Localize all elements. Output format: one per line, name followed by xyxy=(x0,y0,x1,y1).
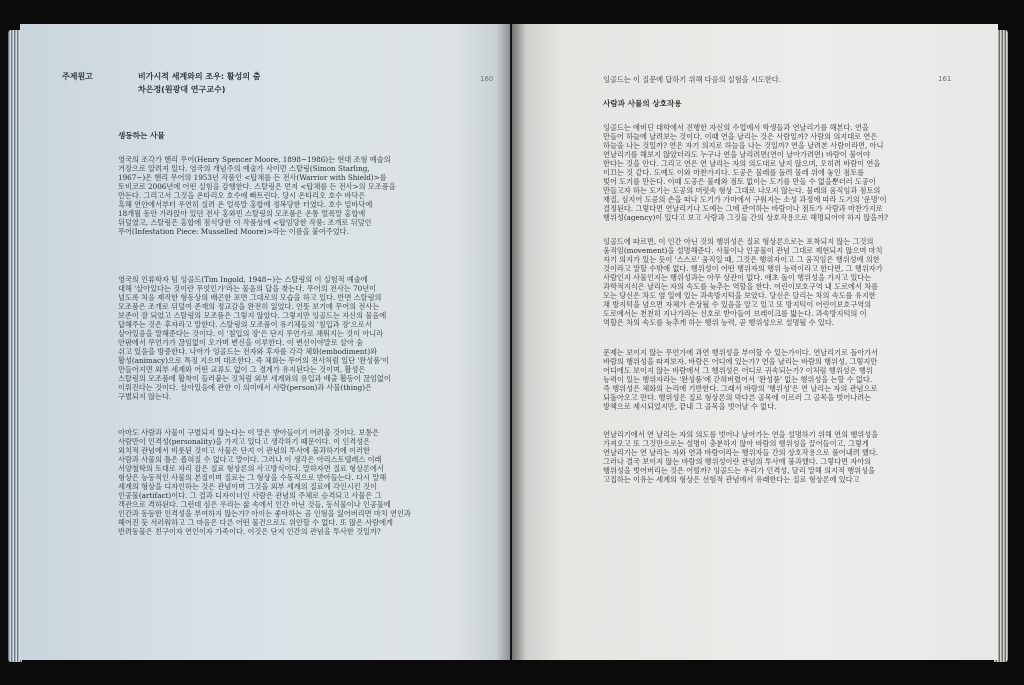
text-line: 무어(Infestation Piece: Musselled Moore)>라는 이름을 붙여주었다. xyxy=(118,227,349,236)
text-line: 행위성을 벗어버리는 것은 어떨까? 잉골드는 우리가 인격성, 달리 말해 의지적 행위성을 xyxy=(603,466,875,475)
text-line: 스탈링의 모조품에 활착이 들러붙는 것처럼 외부 세계와의 유입과 배출 활동이 끊임없이 xyxy=(118,374,391,383)
article-author: 차은정(원광대 연구교수) xyxy=(138,85,226,94)
text-line: 연날리기를 해보지 않았더라도 누구나 연을 날리려면(연이 날아가려면) 바람이 불어야 xyxy=(603,150,870,159)
text-line: 아마도 사람과 사물이 구별되지 않는다는 이 말은 받아들이기 어려울 것이다. 보통은 xyxy=(118,428,380,437)
text-line: 영국의 조각가 헨리 무어(Henry Spencer Moore, 1898~1986)는 현대 조형 예술의 xyxy=(118,155,391,164)
text-line: 바람의 행위성을 따져보자. 바람은 어디에 있는가? 연을 날리는 바람의 행위성, 그렇지만 xyxy=(603,357,878,366)
text-line: 인간과 동등한 인격성을 부여하지 않는가? 아이는 좋아하는 곰 인형을 잃어버리면 마치 연인과 xyxy=(118,509,411,518)
text-line: 결정된다. 그렇다면 연날리기나 도예는 그에 관여하는 바람이나 점토가 사람과 마찬가지로 xyxy=(603,204,883,213)
article-header xyxy=(138,70,438,96)
text-line: 영국의 인류학자 팀 잉골드(Tim Ingold, 1948~)는 스탈링의 이 실험적 예술에 xyxy=(118,275,368,284)
text-line: 한다는 것을 안다. 그리고 연은 연 날리는 자의 의도대로 날지 않으며, 오히려 바람이 연을 xyxy=(603,159,881,168)
text-line: 역할은 차의 속도를 늦추게 하는 행위 능력, 곧 행위성으로 설명될 수 있다. xyxy=(603,318,835,327)
text-line: 고집하는 이유는 세계의 형상은 선험적 관념에서 유래한다는 질료 형상론에 있다고 xyxy=(603,475,860,484)
text-line: 연날리기에서 연 날리는 자의 의도를 벗어나 날아가는 연을 설명하기 위해 연의 행위성을 xyxy=(603,430,879,439)
text-line: 능력이 있는 행위자라는 '완성품'에 갇혀버렸어서 '완성품' 없는 행위성을 논할 수 없다. xyxy=(603,375,873,384)
text-line: 즉 행위성은 체화의 논리에 기반한다. 그래서 바람의 '행위성'은 연 날리는 자의 관념으로 xyxy=(603,384,878,393)
text-line: 사람인지 사물인지는 행위성과는 아무 상관이 없다. 애초 돌이 행위성을 가지고 있다는 xyxy=(603,273,872,282)
text-line: 거장으로 알려져 있다. 영국의 개념주의 예술가 사이먼 스탈링(Simon Starling, xyxy=(118,164,370,173)
text-line: 재질, 심지어 도공의 손을 떠나 도기가 가마에서 구워지는 소성 과정에 따라 도기의 '운명'이 xyxy=(603,195,887,204)
text-line: 방책으로 제시되었지만, 끝내 그 골목을 벗어날 수 없다. xyxy=(603,402,777,411)
text-line: 잉골드에 따르면, 이 인간 아닌 것의 행위성은 질료 형상론으로는 포착되지 않는 그것의 xyxy=(603,237,874,246)
text-line: 문제는 보이지 않는 무언가에 과연 행위성을 부여할 수 있는가이다. 연날리기로 돌아가서 xyxy=(603,348,879,357)
section-label: 주제원고 xyxy=(62,72,93,81)
text-line: 과학적지식은 날리는 자의 속도를 늦추는 역할을 한다. 어린이보호구역 내 도로에서 차를 xyxy=(603,282,879,291)
text-line: 되돌아오고 만다. 행위성은 질료 형상론의 막다른 골목에 이르러 그 골목을 벗어나려는 xyxy=(603,393,872,402)
text-line: 1967~)은 헨리 무어의 1953년 작품인 <탑채를 든 전사(Warrior with Shield)>를 xyxy=(118,173,387,182)
text-line: 사람만이 인격성(personality)을 가지고 있다고 생각하기 때문이다. 이 인격성은 xyxy=(118,437,371,446)
text-line: 것이라고 말할 수밖에 없다. 행위성이 어떤 행위자의 행위 능력이라고 한다면, 그 행위자가 xyxy=(603,264,883,273)
text-line: 18개월 동안 가라앉아 있던 전사 홍와빈 스탈링의 모조품은 온통 얼룩말 홍합에 xyxy=(118,209,366,218)
text-line: 이뤄진다는 것이다. 살아있음에 관한 이 의미에서 사람(person)과 사물(thing)은 xyxy=(118,383,372,392)
text-line: 객관으로 격하된다. 그런데 심은 우리는 삶 속에서 인간 아닌 것들, 동식물이나 인공물에 xyxy=(118,500,391,509)
text-line: 보존이 잘 되었고 스탈링의 모조품은 그렇지 않았다. 그렇지만 잉골드는 자신의 물음에 xyxy=(118,311,387,320)
text-line: 안팎에서 무언가가 끊임없이 오가며 변신을 이루한다. 이 변신이야말로 살아 숨 xyxy=(118,338,364,347)
text-line: 하늘을 나는 것일까? 연은 자기 의지로 하늘을 나는 것일까? 연을 날려본 사람이라면, 아니 xyxy=(603,141,884,150)
section-heading: 사람과 사물의 상호작용 xyxy=(603,99,682,108)
text-line: 서양철학의 토대로 자리 잡은 질료 형상론의 사고방식이다. 말하자면 질료 형상론에서 xyxy=(118,464,384,473)
text-line: 도로에서는 천천히 지나가라는 신호로 받아들여 브레이크를 밟는다. 과속방지턱의 이 xyxy=(603,309,867,318)
page-number-right: 161 xyxy=(938,75,952,83)
text-line: 답해주는 것은 후자라고 말한다. 스탈링의 모조품이 유기체들의 '침입과 장'으로서 xyxy=(118,320,372,329)
left-page xyxy=(20,24,510,660)
section-heading: 생동하는 사물 xyxy=(118,131,165,140)
text-line: 구별되지 않는다. xyxy=(118,392,172,401)
text-line: 모조품은 조개로 뒤덮여 존재의 정교감을 완전히 잃었다. 언뜻 보기에 무어의 전사는 xyxy=(118,302,380,311)
text-line: 활성(animacy)으로 특징 지으며 대조한다. 즉 체화는 무어의 전사처럼 일단 '완성품'이 xyxy=(118,356,390,365)
text-line: 움직임(movement)을 설명해준다. 사물이나 인공물이 관념 그대로 제현되지 않으며 마치 xyxy=(603,246,883,255)
text-line: 헤어진 듯 서러워하고 그 마음은 다른 어떤 물건으로도 위안할 수 없다. 또 많은 사람에게 xyxy=(118,518,393,527)
text-line: 살아있음을 말해준다는 것이다. 이 '침입의 장'은 단지 무언가로 채워지는 것이 아니라 xyxy=(118,329,384,338)
text-line: 가져오고 또 그것만으로는 설명이 충분하지 않아 바람의 행위성을 끌어들이고, 그렇게 xyxy=(603,439,869,448)
text-line: 대해 '살아있다는 것이란 무엇인가'라는 물음의 답을 찾는다. 무어의 전사는 70년이 xyxy=(118,284,377,293)
text-line: 형상은 능동적인 사물의 본질이며 질료는 그 형상을 수동적으로 받아들는다. 다시 말해 xyxy=(118,473,387,482)
text-line: 채 방지턱을 넘으면 자체가 손상될 수 있음을 알고 있고 또 방지턱이 어린이보호구역의 xyxy=(603,300,872,309)
text-line: 만든다. 그리고서 그것을 온타리오 호수에 빠트린다. 당시 온타리오 호수 바닥은 xyxy=(118,191,366,200)
text-line: 만들고자 하는 도기는 도공의 머릿속 형상 그대로 나오지 않는다. 물레의 움직임과 점토의 xyxy=(603,186,881,195)
text-line: 만들어 하늘에 날려보는 것이다. 이때 연을 날리는 것은 사람일까? 사람의 의지대로 연은 xyxy=(603,132,878,141)
text-line: 토비코로 2006년에 어떤 실험을 감행한다. 스탈링은 먼저 <탑채를 든 전사>의 모조품을 xyxy=(118,182,396,191)
text-line: 잉골드는 이 질문에 답하기 위해 다음의 실험을 시도한다. xyxy=(603,75,781,84)
text-line: 사람과 사물의 틀은 좁혀질 수 없다고 말이다. 그러나 이 생각은 아리스토텔레스 이래 xyxy=(118,455,382,464)
text-line: 흑해 연안에서부터 우연히 실려 온 얼룩말 홍합에 정복당한 터였다. 호수 밑바닥에 xyxy=(118,200,373,209)
text-line: 그러나 결국 보이지 않는 바람의 행위성이란 관념의 투사에 불과했다. 그렇다면 자아의 xyxy=(603,457,872,466)
page-number-left: 160 xyxy=(480,75,494,83)
text-line: 이끄는 것 같다. 도예도 이와 마찬가지다. 도공은 물레를 돌려 물레 위에 놓인 점토를 xyxy=(603,168,865,177)
text-line: 연날리기는 연 날리는 자와 연과 바람이라는 행위자들 간의 상호작용으로 풀어내려 했다. xyxy=(603,448,879,457)
text-line: 반려동물은 친구이자 연인이자 가족이다. 이것은 단지 인간의 관념을 투사한 것일까? xyxy=(118,527,381,536)
text-line: 쉬고 있음을 방증한다. 나아가 잉골드는 전자와 후자를 각각 체화(embodiment)와 xyxy=(118,347,378,356)
article-title: 비가시적 세계와의 조우: 활성의 춤 xyxy=(138,72,261,81)
text-line: 세계의 형상을 디자인하는 것은 관념이며 그것을 외부 세계의 질료에 각인시킨 것이 xyxy=(118,482,377,491)
text-line: 행위성(agency)이 있다고 보고 사람과 그것들 간의 상호작용으로 해명되어야 하지 않을까? xyxy=(603,213,889,222)
text-line: 모는 당신은 차도 옆 일에 있는 과속방지턱을 보았다. 당신은 달리는 차의 속도를 유지한 xyxy=(603,291,876,300)
book-gutter xyxy=(496,24,526,660)
text-line: 뒤덮였고, 스탈링은 홍합에 점식당한 이 작품상에 <탑임당한 작품: 조개로 뒤덮인 xyxy=(118,218,372,227)
text-line: 외치적 관념에서 비롯된 것이고 사물은 단지 이 관념의 투사에 불과하기에 이러한 xyxy=(118,446,370,455)
text-line: 잉골드는 애버딘 대학에서 진행한 자신의 수업에서 학생들과 연날리기를 해본다. 연을 xyxy=(603,123,869,132)
right-page xyxy=(512,24,998,660)
text-line: 빚어 도기를 만든다. 이때 도공은 물레와 점토 없이는 도기를 만들 수 없을뿐더러 도공이 xyxy=(603,177,876,186)
text-line: 넘도록 처음 제작한 형동상의 배곤한 포면 그대로의 모습을 하고 있다. 반면 스탈링의 xyxy=(118,293,382,302)
text-line: 자기 의지가 있는 듯이 '스스로' 움직일 때, 그것은 행위자이고 그 움직임은 행위성에 의한 xyxy=(603,255,880,264)
text-line: 만들어지면 외부 세계와 어떤 교류도 없이 그 경계가 유지된다는 것이며, 활성은 xyxy=(118,365,366,374)
text-line: 인공물(artifact)이다. 그 결과 디자이너인 사람은 관념의 주체로 승격되고 사물은 그 xyxy=(118,491,382,500)
text-line: 어디에도 보이지 않는 바람에서 그 행위성은 어디로 귀속되는가? 이처럼 행위성은 행위 xyxy=(603,366,873,375)
